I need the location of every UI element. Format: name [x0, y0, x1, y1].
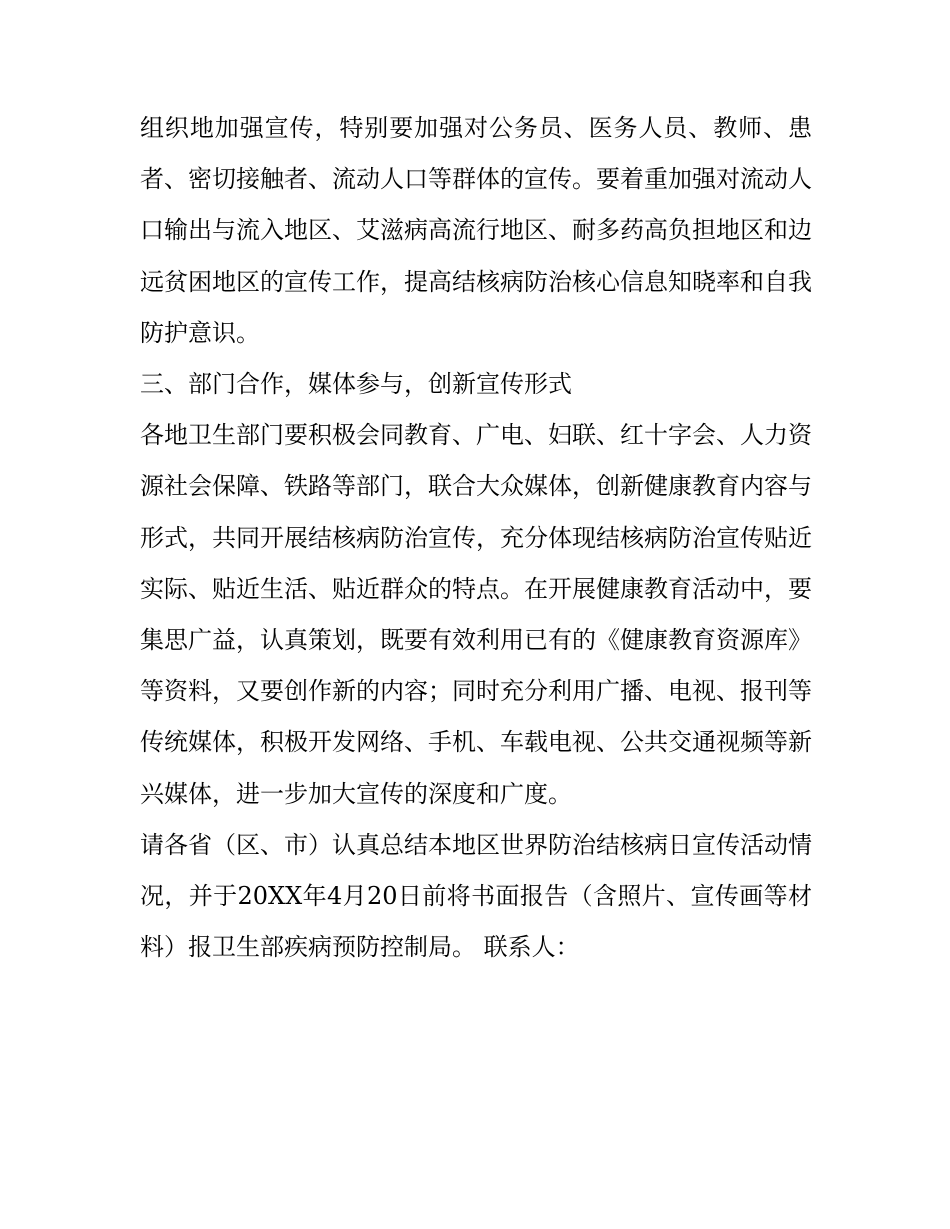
- section-heading-3: 三、部门合作，媒体参与，创新宣传形式: [140, 370, 572, 399]
- paragraph-awareness: 组织地加强宣传，特别要加强对公务员、医务人员、教师、患者、密切接触者、流动人口等群体的宣传。要着重加强对流动人口输出与流入地区、艾滋病高流行地区、耐多药高负担地区和边远贫困地区的宣传工作，提高结核病防治核心信息知晓率和自我防护意识。: [140, 114, 812, 347]
- paragraph-cooperation: 各地卫生部门要积极会同教育、广电、妇联、红十字会、人力资源社会保障、铁路等部门，联合大众媒体，创新健康教育内容与形式，共同开展结核病防治宣传，充分体现结核病防治宣传贴近实际、贴近生活、贴近群众的特点。在开展健康教育活动中，要集思广益，认真策划，既要有效利用已有的《健康教育资源库》等资料，又要创作新的内容；同时充分利用广播、电视、报刊等传统媒体，积极开发网络、手机、车载电视、公共交通视频等新兴媒体，进一步加大宣传的深度和广度。: [140, 421, 812, 808]
- document-body: [140, 103, 812, 973]
- paragraph-report-request: 请各省（区、市）认真总结本地区世界防治结核病日宣传活动情况，并于20XX年4月20日前将书面报告（含照片、宣传画等材料）报卫生部疾病预防控制局。 联系人：: [140, 830, 812, 962]
